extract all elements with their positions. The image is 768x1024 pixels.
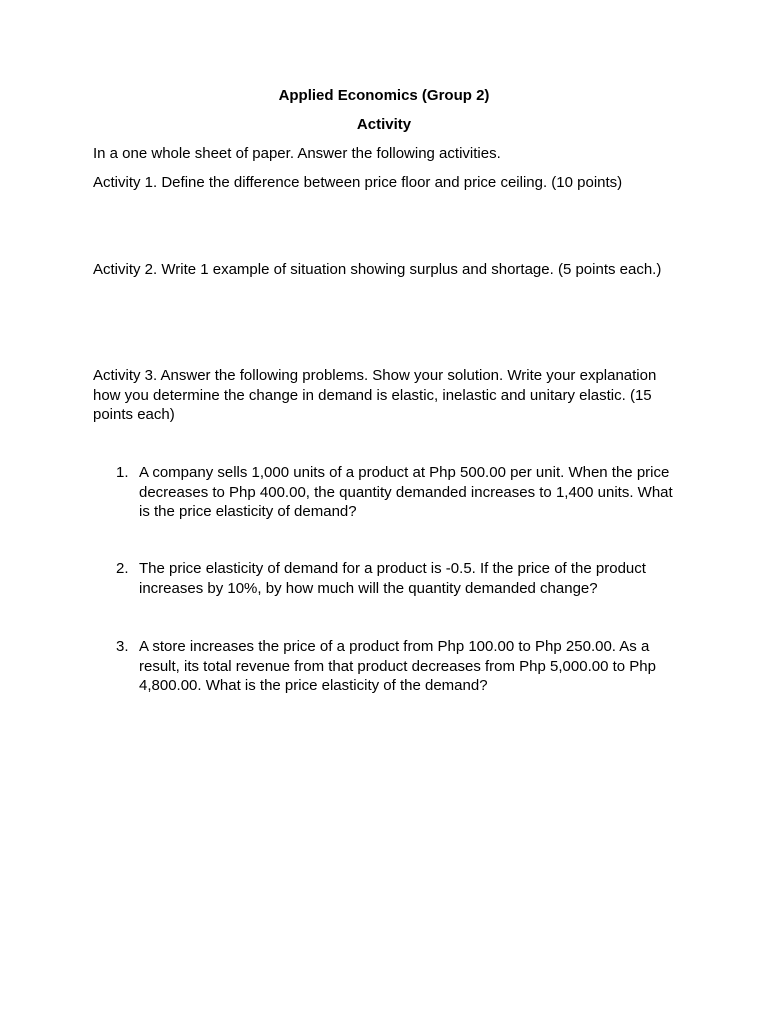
problem-number: 2. [116, 560, 129, 577]
problem-text: A store increases the price of a product from Php 100.00 to Php 250.00. As a result, its total revenue from that product decreases from Php 5,000.00 to Php 4,800.00. What is the price elasticity of the demand? [139, 638, 656, 694]
activity-2-text: Activity 2. Write 1 example of situation showing surplus and shortage. (5 points each.) [93, 261, 662, 278]
activity-3-text: Activity 3. Answer the following problems. Show your solution. Write your explanation how you determine the change in demand is elastic, inelastic and unitary elastic. (15 points each) [93, 367, 657, 423]
document-title: Applied Economics (Group 2) [278, 87, 490, 104]
problem-text: The price elasticity of demand for a product is -0.5. If the price of the product increases by 10%, by how much will the quantity demanded change? [139, 560, 646, 597]
document-subtitle: Activity [356, 116, 412, 133]
problem-text: A company sells 1,000 units of a product at Php 500.00 per unit. When the price decreases to Php 400.00, the quantity demanded increases to 1,400 units. What is the price elasticity of demand? [139, 464, 673, 520]
instructions-text: In a one whole sheet of paper. Answer the following activities. [93, 145, 501, 162]
problem-number: 3. [116, 638, 129, 655]
activity-1-text: Activity 1. Define the difference between price floor and price ceiling. (10 points) [93, 174, 623, 191]
problem-number: 1. [116, 464, 129, 481]
